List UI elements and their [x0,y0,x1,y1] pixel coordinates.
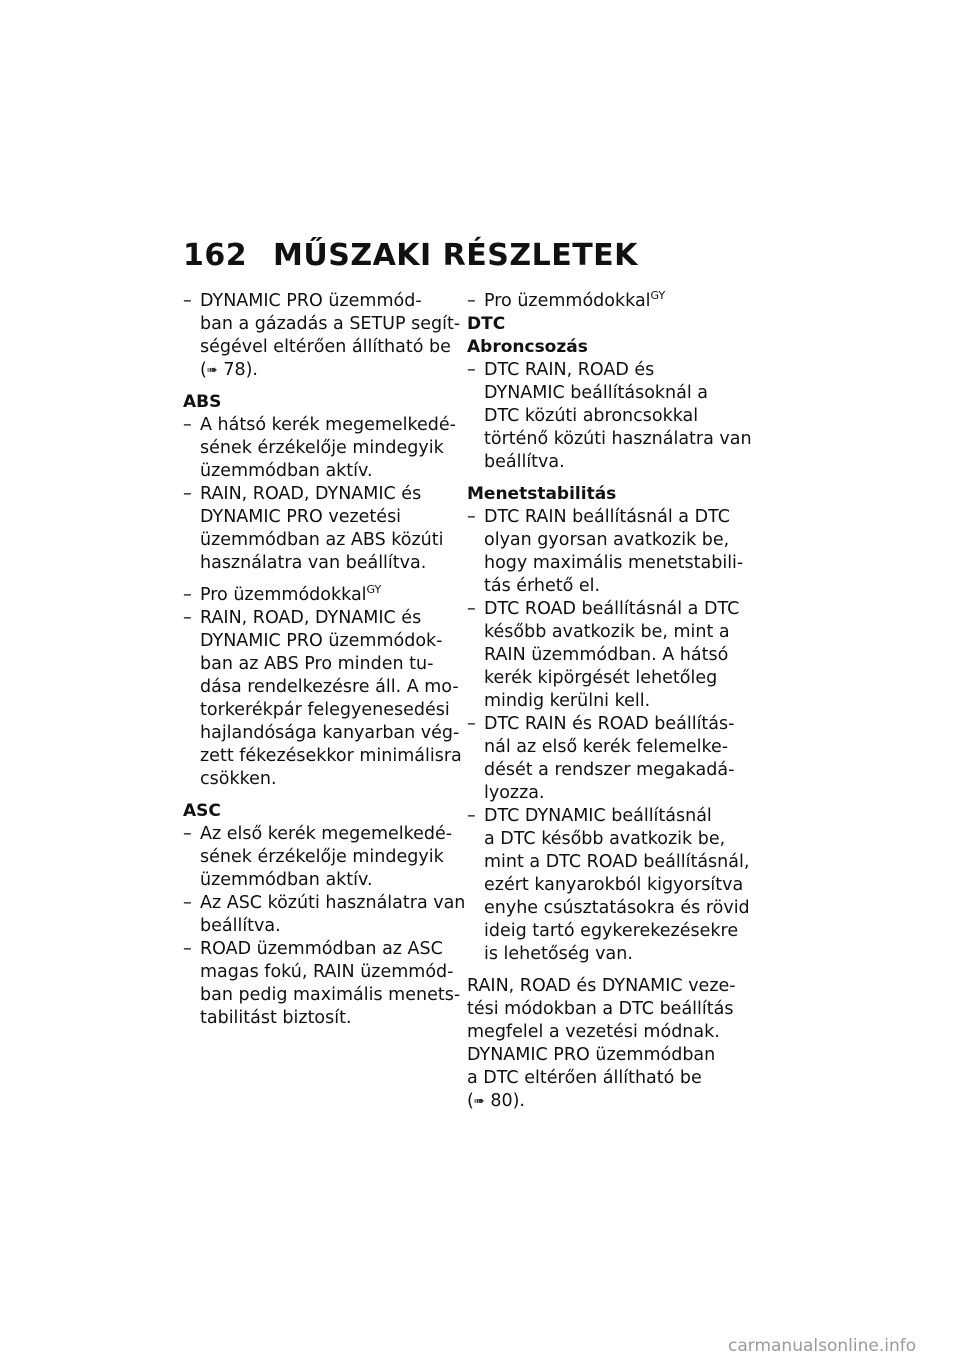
list-item [183,483,458,575]
list-item [467,359,752,474]
text-line: – RAIN, ROAD, DYNAMIC és [200,484,422,504]
list-item [183,823,458,892]
text-line: – RAIN, ROAD, DYNAMIC és [200,608,422,628]
list-item [183,892,466,938]
list-item [183,607,462,791]
text-line: – DTC RAIN, ROAD és [484,360,655,380]
text-line: – A hátsó kerék megemelkedé- [200,415,456,435]
pro-label: Pro üzemmódokkal [200,585,367,605]
text-line: hogy maximális menetstabili- [484,553,744,573]
text-line: torkerékpár felegyenesedési [200,700,450,720]
text-line: magas fokú, RAIN üzemmód- [200,962,454,982]
text-line: mint a DTC ROAD beállításnál, [484,852,750,872]
text-line: a DTC eltérően állítható be [467,1068,702,1088]
text-line: beállítva. [200,916,281,936]
list-item-pro [467,290,747,313]
text-line: – Az ASC közúti használatra van [200,893,466,913]
text-line: ezért kanyarokból kigyorsítva [484,875,744,895]
text-line: ban az ABS Pro minden tu- [200,654,434,674]
text-line: beállítva. [484,452,565,472]
text-line: ban a gázadás a SETUP segít- [200,314,461,334]
pro-label: Pro üzemmódokkal [484,291,651,311]
list-item-pro [183,584,458,607]
ref-page: 78). [223,360,258,380]
section-heading-abs: ABS [183,392,222,412]
watermark: carmanualsonline.info [728,1336,917,1356]
text-line: csökken. [200,769,277,789]
page-number: 162 [183,238,248,273]
text-line: DYNAMIC PRO üzemmódok- [200,631,443,651]
text-line: – DTC DYNAMIC beállításnál [484,806,712,826]
text-line: sének érzékelője mindegyik [200,438,444,458]
text-line: ségével eltérően állítható be [200,337,451,357]
text-line: – DTC RAIN beállításnál a DTC [484,507,730,527]
text-line: RAIN, ROAD és DYNAMIC veze- [467,976,736,996]
text-line: lyozza. [484,783,545,803]
page-reference-link[interactable] [467,1090,747,1113]
text-line: sének érzékelője mindegyik [200,847,444,867]
text-line: olyan gyorsan avatkozik be, [484,530,730,550]
text-line: üzemmódban az ABS közúti [200,530,444,550]
page-header [183,238,638,273]
text-line: kerék kipörgését lehetőleg [484,668,718,688]
section-heading-dtc: DTC [467,314,506,334]
text-line: üzemmódban aktív. [200,461,373,481]
text-line: – DTC RAIN és ROAD beállítás- [484,714,735,734]
page-title: MŰSZAKI RÉSZLETEK [273,238,638,273]
text-line: nál az első kerék felemelke- [484,737,729,757]
page-reference-link[interactable] [200,359,458,382]
text-line [484,290,747,313]
list-item [467,805,750,966]
list-item [467,506,747,598]
text-line: használatra van beállítva. [200,553,427,573]
text-line: tás érhető el. [484,576,601,596]
text-line: DYNAMIC PRO üzemmódban [467,1045,716,1065]
text-line: megfelel a vezetési módnak. [467,1022,720,1042]
right-column [467,289,752,1113]
subheading-menetstabilitas: Menetstabilitás [467,484,617,504]
closing-paragraph [467,975,747,1113]
list-item [467,713,747,805]
text-line: a DTC később avatkozik be, [484,829,726,849]
text-line: később avatkozik be, mint a [484,622,730,642]
text-line: DTC közúti abroncsokkal [484,406,699,426]
text-line: – ROAD üzemmódban az ASC [200,939,443,959]
text-line: tabilitást biztosít. [200,1008,352,1028]
text-line: – DYNAMIC PRO üzemmód- [200,291,422,311]
text-line: ban pedig maximális menets- [200,985,461,1005]
list-item [183,938,461,1030]
text-line: DYNAMIC beállításoknál a [484,383,709,403]
text-line: dása rendelkezésre áll. A mo- [200,677,459,697]
text-line: zett fékezésekkor minimálisra [200,746,462,766]
list-item [467,598,747,713]
text-line: enyhe csúsztatásokra és rövid [484,898,750,918]
text-line: dését a rendszer megakadá- [484,760,735,780]
ref-page: 80). [490,1091,525,1111]
ref-open-paren: ( [200,360,207,380]
text-line [200,584,458,607]
text-line: – DTC ROAD beállításnál a DTC [484,599,740,619]
text-line: RAIN üzemmódban. A hátsó [484,645,729,665]
arrow-reference-icon: ➠ [206,363,218,378]
subheading-abroncsozas: Abroncsozás [467,337,588,357]
section-heading-asc: ASC [183,801,221,821]
country-superscript: GY [650,289,666,302]
text-line: tési módokban a DTC beállítás [467,999,734,1019]
text-line: történő közúti használatra van [484,429,752,449]
arrow-reference-icon: ➠ [473,1094,485,1109]
text-line: DYNAMIC PRO vezetési [200,507,402,527]
text-line: ideig tartó egykerekezésekre [484,921,739,941]
text-line: mindig kerülni kell. [484,691,651,711]
list-item [183,414,458,483]
text-line: – Az első kerék megemelkedé- [200,824,453,844]
text-line: hajlandósága kanyarban vég- [200,723,460,743]
left-column [183,290,466,1030]
text-line: is lehetőség van. [484,944,633,964]
country-superscript: GY [366,583,382,596]
list-item [183,290,461,382]
text-line: üzemmódban aktív. [200,870,373,890]
ref-open-paren: ( [467,1091,474,1111]
